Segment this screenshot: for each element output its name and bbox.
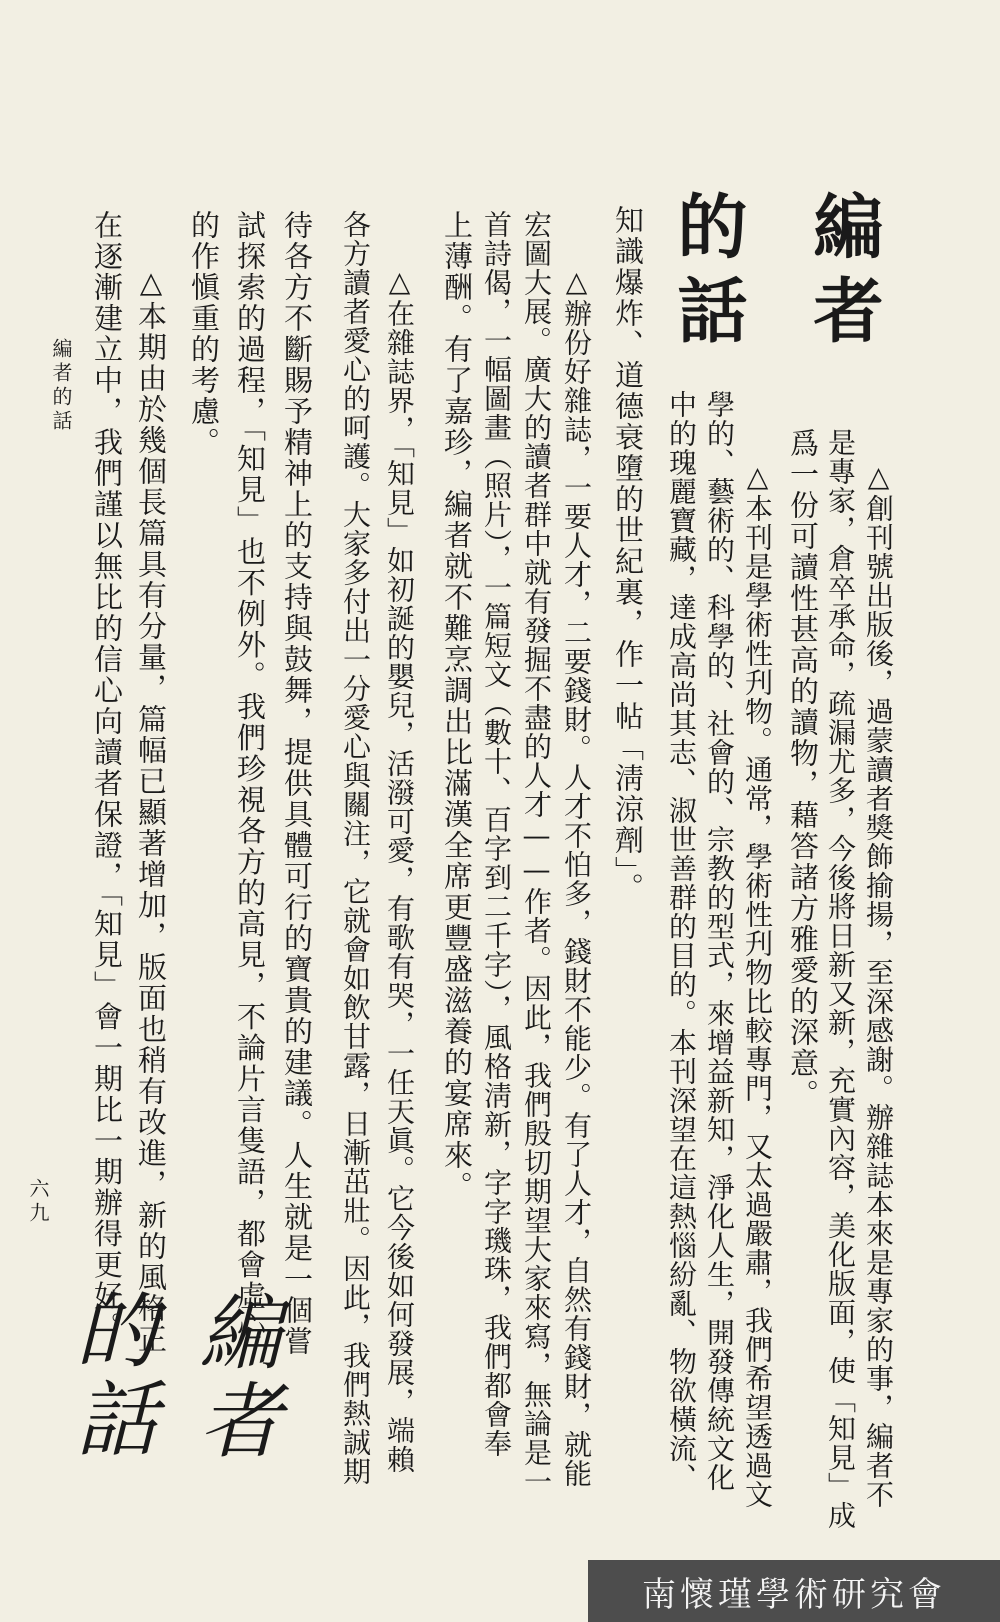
title-column-1: 編者 — [802, 190, 884, 358]
paragraph-2-line-1: △本刊是學術性刋物。通常，學術性刋物比較專門，又太過嚴肅，我們希望透過文 — [741, 460, 774, 1509]
paragraph-4-line-5: 的作愼重的考慮。 — [187, 210, 221, 458]
paragraph-3-line-4: 上薄酬。有了嘉珍，編者就不難烹調出比滿漢全席更豐盛滋養的宴席來。 — [440, 210, 474, 1202]
paragraph-5-line-2: 在逐漸建立中，我們謹以無比的信心向讀者保證，「知見」會一期比一期辦得更好。 — [90, 210, 124, 1343]
title-column-2: 的話 — [666, 190, 748, 358]
page-number: 六九 — [26, 1178, 50, 1226]
paragraph-4-line-4: 試探索的過程，「知見」也不例外。我們珍視各方的高見，不論片言隻語，都會虛心 — [233, 210, 267, 1343]
paragraph-1-line-2: 是專家，倉卒承命，疏漏尤多，今後將日新又新，充實內容，美化版面，使「知見」成 — [824, 428, 857, 1530]
calligraphy-title-column-1: 編者 — [186, 1290, 281, 1466]
running-head: 編者的話 — [49, 338, 73, 434]
paragraph-2-line-2: 學的、藝術的、科學的、社會的、宗教的型式，來增益新知，淨化人生，開發傳統文化 — [703, 390, 736, 1492]
publisher-banner: 南懷瑾學術研究會 — [588, 1560, 1000, 1622]
paragraph-2-line-3: 中的瑰麗寶藏，達成高尚其志、淑世善群的目的。本刊深望在這熱惱紛亂、物欲橫流、 — [665, 390, 698, 1492]
paragraph-4-line-3: 待各方不斷賜予精神上的支持與鼓舞，提供具體可行的寶貴的建議。人生就是一個嘗 — [280, 210, 314, 1357]
paragraph-4-line-2: 各方讀者愛心的呵護。大家多付出一分愛心與關注，它就會如飲甘露，日漸茁壯。因此，我們熱誠期 — [339, 210, 372, 1486]
paragraph-3-line-1: △辦份好雜誌，一要人才，二要錢財。人才不怕多，錢財不能少。有了人才，自然有錢財，就能 — [560, 265, 593, 1488]
paragraph-3-line-2: 宏圖大展。廣大的讀者群中就有發掘不盡的人才——作者。因此，我們殷切期望大家來寫，無論是一 — [520, 210, 553, 1496]
paragraph-3-line-3: 首詩偈，一幅圖畫（照片），一篇短文（數十、百字到二千字），風格淸新，字字璣珠，我們都會奉 — [480, 210, 513, 1458]
calligraphy-title-column-2: 的話 — [62, 1288, 157, 1464]
paragraph-2-line-4: 知識爆炸、道德衰墮的世紀裏，作一帖「淸涼劑」。 — [611, 205, 645, 904]
paragraph-4-line-1: △在雜誌界，「知見」如初誕的嬰兒，活潑可愛，有歌有哭，一任天眞。它今後如何發展，端賴 — [383, 265, 416, 1474]
paragraph-5-line-1: △本期由於幾個長篇具有分量，篇幅已顯著增加，版面也稍有改進，新的風格正 — [134, 265, 168, 1355]
paragraph-1-line-1: △創刊號出版後，過蒙讀者獎飾揄揚，至深感謝。辦雜誌本來是專家的事，編者不 — [862, 460, 895, 1509]
paragraph-1-line-3: 爲一份可讀性甚高的讀物，藉答諸方雅愛的深意。 — [786, 428, 820, 1110]
